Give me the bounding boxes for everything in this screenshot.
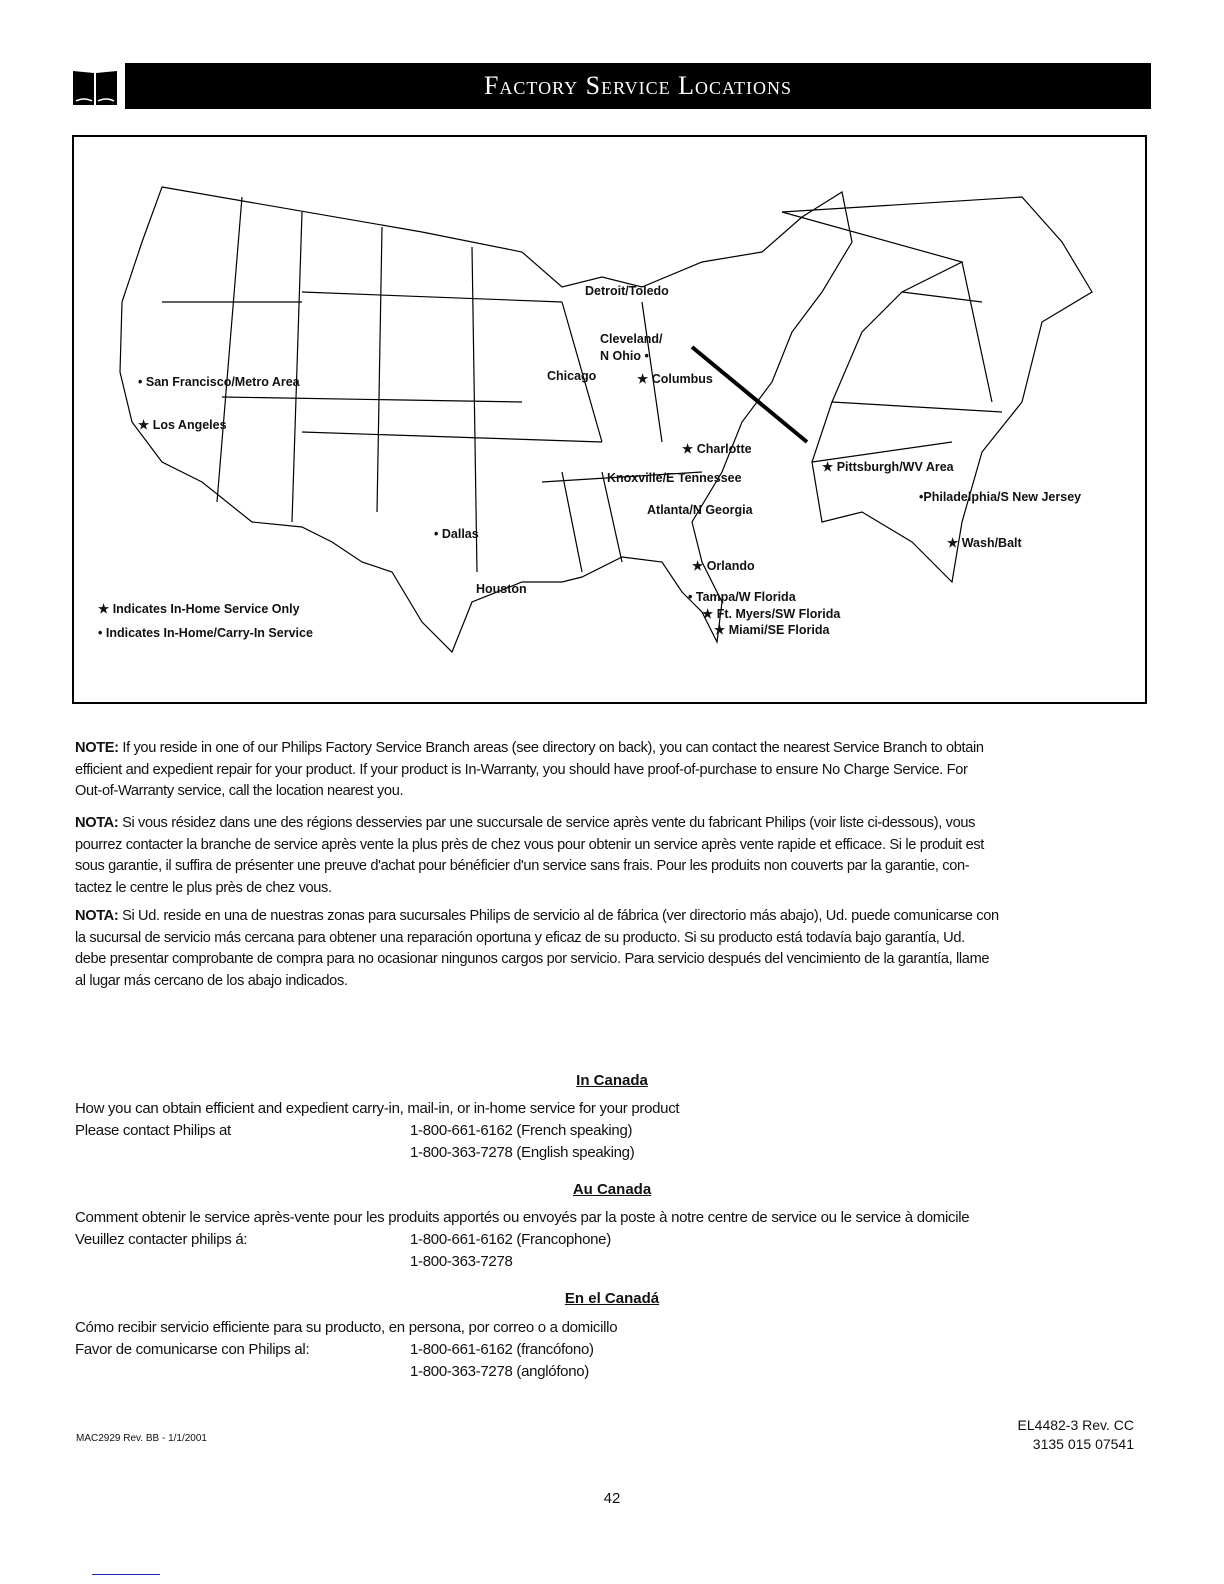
canada-intro-en: How you can obtain efficient and expedient carry-in, mail-in, or in-home service for your product: [75, 1100, 680, 1117]
phone-francofono: 1-800-661-6162 (francófono): [410, 1341, 594, 1358]
footer-rev: EL4482-3 Rev. CC: [1017, 1417, 1134, 1433]
canada-heading-es: En el Canadá: [564, 1290, 660, 1307]
map-label-los-angeles: ★ Los Angeles: [138, 418, 227, 432]
canada-heading-fr: Au Canada: [572, 1181, 652, 1198]
map-label-tampa: • Tampa/W Florida: [688, 590, 796, 604]
map-label-ft-myers: ★ Ft. Myers/SW Florida: [702, 607, 841, 621]
map-label-columbus: ★ Columbus: [637, 372, 713, 386]
map-label-charlotte: ★ Charlotte: [682, 442, 752, 456]
canada-heading-en: In Canada: [576, 1072, 648, 1089]
legend-carry-in: • Indicates In-Home/Carry-In Service: [98, 626, 313, 640]
phone-fr-2: 1-800-363-7278: [410, 1253, 513, 1270]
map-label-miami: ★ Miami/SE Florida: [714, 623, 830, 637]
phone-francophone: 1-800-661-6162 (Francophone): [410, 1231, 611, 1248]
map-label-n-ohio: N Ohio •: [600, 349, 649, 363]
note-english: NOTE: If you reside in one of our Philips Factory Service Branch areas (see directory on back), you can contact the nearest Service Branch to obtain efficient and expedient repair for your product. If your product is In-Warranty, you should have proof-of-purchase to ensure No Charge Service. For Out-of-Warranty service, call the location nearest you.: [75, 740, 984, 799]
legend-in-home: ★ Indicates In-Home Service Only: [98, 602, 300, 616]
map-label-chicago: Chicago: [547, 369, 597, 383]
canada-contact-en: Please contact Philips at: [75, 1122, 231, 1139]
map-label-cleveland: Cleveland/: [600, 332, 663, 346]
phone-anglofono: 1-800-363-7278 (anglófono): [410, 1363, 590, 1380]
canada-intro-es: Cómo recibir servicio efficiente para su producto, en persona, por correo o a domicillo: [75, 1319, 618, 1336]
footer-rule: [92, 1574, 160, 1575]
phone-english: 1-800-363-7278 (English speaking): [410, 1144, 635, 1161]
page-title: Factory Service Locations: [125, 63, 1151, 109]
map-label-atlanta: Atlanta/N Georgia: [647, 503, 753, 517]
note-french: NOTA: Si vous résidez dans une des régions desservies par une succursale de service après vente du fabricant Philips (voir liste ci-dessous), vous pourrez contacter la branche de service après vente la plus près de chez vous pour obtenir un service après vente rapide et efficace. Si le produit est sous garantie, il suffira de présenter une preuve d'achat pour bénéficier d'un service sans frais. Pour les produits non couverts par la garantie, con- tactez le centre le plus près de chez vous.: [75, 815, 984, 896]
footer-doc-code: MAC2929 Rev. BB - 1/1/2001: [76, 1433, 207, 1444]
map-label-pittsburgh: ★ Pittsburgh/WV Area: [822, 460, 954, 474]
map-label-knoxville: Knoxville/E Tennessee: [607, 471, 742, 485]
map-label-houston: Houston: [476, 582, 527, 596]
page-number: 42: [603, 1490, 621, 1507]
service-locations-map: [72, 135, 1147, 704]
canada-intro-fr: Comment obtenir le service après-vente pour les produits apportés ou envoyés par la poste à notre centre de service ou le service à domicile: [75, 1209, 970, 1226]
map-label-wash-balt: ★ Wash/Balt: [947, 536, 1022, 550]
map-label-philadelphia: •Philadelphia/S New Jersey: [919, 490, 1082, 504]
map-label-san-francisco: • San Francisco/Metro Area: [138, 375, 300, 389]
us-map-outline: [74, 137, 1149, 706]
note-spanish: NOTA: Si Ud. reside en una de nuestras zonas para sucursales Philips de servicio al de fábrica (ver directorio más abajo), Ud. puede comunicarse con la sucursal de servicio más cercana para obtener una reparación oportuna y eficaz de su producto. Si su producto está todavía bajo garantía, Ud. debe presentar comprobante de compra para no ocasionar ningunos cargos por servicio. Para servicio después del vencimiento de la garantía, llame al lugar más cercano de los abajo indicados.: [75, 908, 999, 989]
canada-contact-fr: Veuillez contacter philips á:: [75, 1231, 248, 1248]
map-label-dallas: • Dallas: [434, 527, 479, 541]
phone-french: 1-800-661-6162 (French speaking): [410, 1122, 633, 1139]
map-label-detroit: Detroit/Toledo: [585, 284, 669, 298]
footer-part-number: 3135 015 07541: [1032, 1436, 1134, 1452]
map-label-orlando: ★ Orlando: [692, 559, 755, 573]
canada-contact-es: Favor de comunicarse con Philips al:: [75, 1341, 310, 1358]
book-icon: [70, 63, 120, 109]
